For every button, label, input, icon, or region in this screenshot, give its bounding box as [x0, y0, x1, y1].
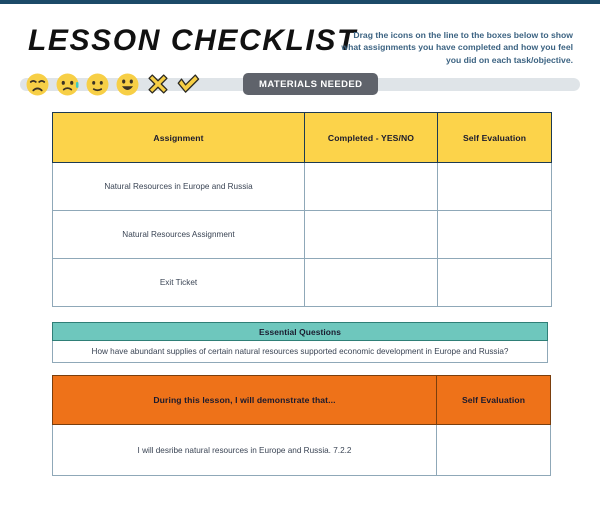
cell-objective-text: I will desribe natural resources in Europe and Russia. 7.2.2 — [53, 425, 437, 476]
table-row — [53, 259, 552, 307]
table-header-row — [53, 113, 552, 163]
cell-completed-dropzone[interactable] — [305, 211, 438, 259]
cell-assignment-name: Exit Ticket — [53, 259, 305, 307]
page-title: LESSON CHECKLIST — [28, 24, 357, 57]
cell-self-evaluation-dropzone[interactable] — [438, 211, 552, 259]
essential-questions-table — [52, 322, 548, 363]
cell-essential-question: How have abundant supplies of certain natural resources supported economic development in Europe and Russia? — [53, 341, 548, 363]
cell-self-evaluation-dropzone[interactable] — [437, 425, 551, 476]
cell-completed-dropzone[interactable] — [305, 259, 438, 307]
table-row — [53, 425, 551, 476]
objectives-table — [52, 375, 551, 476]
materials-needed-badge[interactable]: MATERIALS NEEDED — [243, 73, 378, 95]
cell-self-evaluation-dropzone[interactable] — [438, 259, 552, 307]
column-header-completed: Completed - YES/NO — [305, 113, 438, 163]
emoji-happy-face[interactable] — [114, 71, 141, 98]
column-header-self-evaluation: Self Evaluation — [437, 376, 551, 425]
cell-assignment-name: Natural Resources in Europe and Russia — [53, 163, 305, 211]
emoji-slight-frown-face[interactable] — [54, 71, 81, 98]
emoji-neutral-face[interactable] — [84, 71, 111, 98]
header — [0, 18, 600, 68]
column-header-essential-questions: Essential Questions — [53, 323, 548, 341]
cell-assignment-name: Natural Resources Assignment — [53, 211, 305, 259]
assignment-table — [52, 112, 552, 307]
table-header-row — [53, 323, 548, 341]
table-row — [53, 341, 548, 363]
table-header-row — [53, 376, 551, 425]
instructions-text: Drag the icons on the line to the boxes below to show what assignments you have completed and how you feel you did on each task/objective. — [341, 30, 573, 65]
x-mark-icon[interactable] — [145, 71, 171, 97]
cell-self-evaluation-dropzone[interactable] — [438, 163, 552, 211]
top-accent-bar — [0, 0, 600, 4]
cell-completed-dropzone[interactable] — [305, 163, 438, 211]
table-row — [53, 211, 552, 259]
icon-row — [24, 70, 201, 98]
column-header-assignment: Assignment — [53, 113, 305, 163]
check-mark-icon[interactable] — [175, 71, 201, 97]
column-header-demonstrate: During this lesson, I will demonstrate that... — [53, 376, 437, 425]
emoji-sad-face[interactable] — [24, 71, 51, 98]
table-row — [53, 163, 552, 211]
column-header-self-evaluation: Self Evaluation — [438, 113, 552, 163]
